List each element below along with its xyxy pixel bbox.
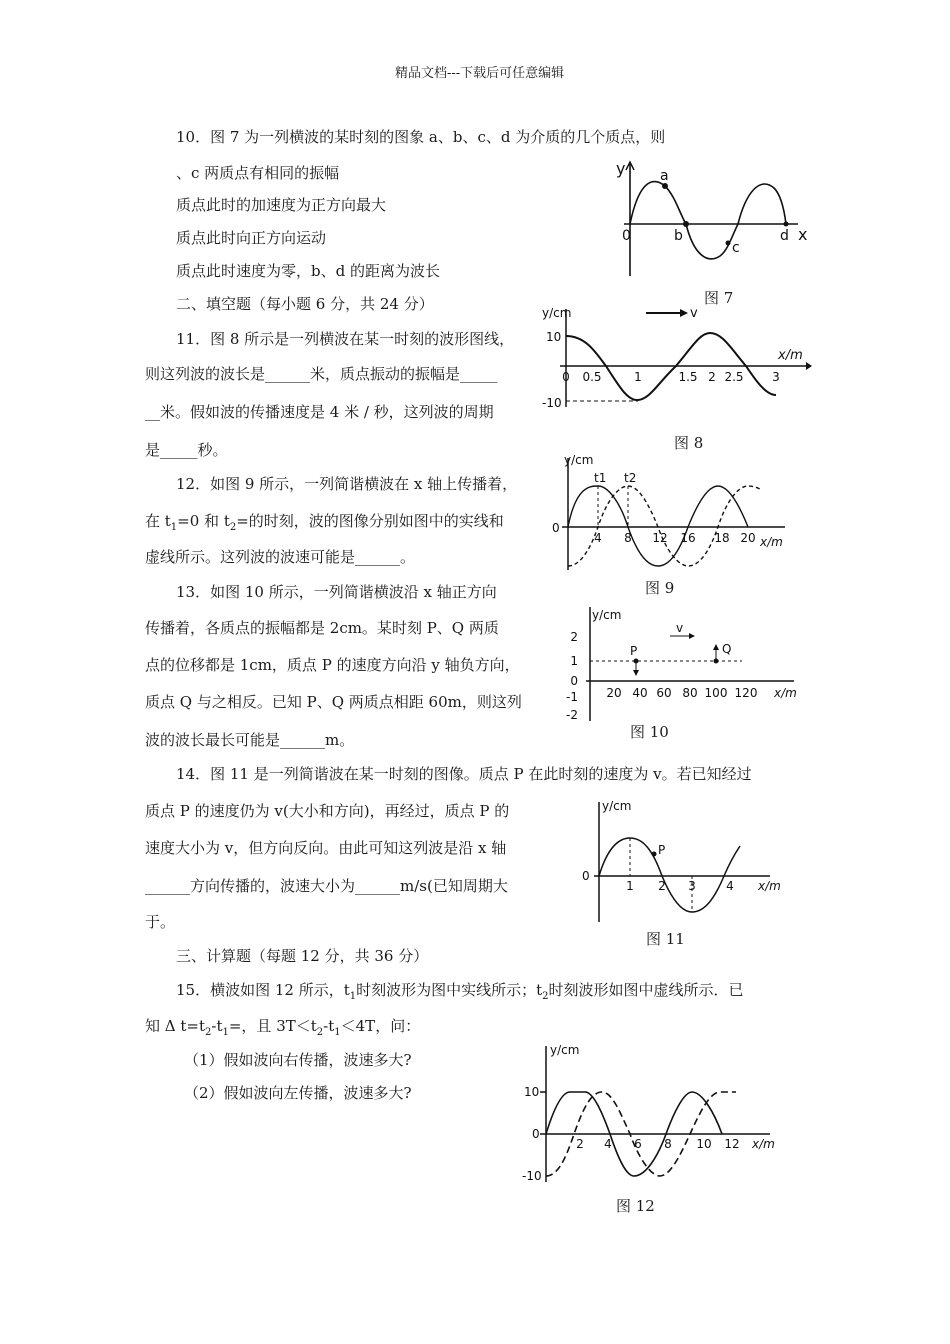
fig9-tick-0: 4 [594, 531, 602, 545]
figure-7 [610, 156, 820, 281]
fig9-tick-4: 18 [714, 531, 730, 545]
fig11-tick-2: 3 [688, 879, 696, 893]
fig8-v-arrowhead [680, 309, 688, 317]
fig8-x-arrow [806, 362, 812, 370]
fig12-y-label: y/cm [550, 1043, 580, 1057]
fig10-ytick-4: -2 [566, 708, 578, 722]
fig7-origin: 0 [622, 228, 631, 244]
fig12-tick-1: 4 [604, 1137, 612, 1151]
fig10-ytick-1: 1 [570, 654, 578, 668]
q11-line1: 11．图 8 所示是一列横波在某一时刻的波形图线， [176, 330, 515, 348]
fig12-tick-5: 12 [724, 1137, 740, 1151]
q10-stem: 10．图 7 为一列横波的某时刻的图象 a、b、c、d 为介质的几个质点，则 [176, 128, 666, 146]
fig8-tick-4: 2 [708, 370, 716, 384]
fig9-y-label: y/cm [564, 453, 594, 467]
q15-question-2: （2）假如波向左传播，波速多大? [184, 1084, 412, 1102]
fig7-label-b: b [674, 228, 683, 244]
fig11-tick-3: 4 [726, 879, 734, 893]
fig7-wave [630, 182, 786, 259]
fig10-q-arrowhead [713, 644, 719, 650]
q11-line3: __米。假如波的传播速度是 4 米 / 秒，这列波的周期 [145, 403, 494, 421]
fig11-caption: 图 11 [646, 930, 685, 948]
q13-line2: 传播着，各质点的振幅都是 2cm。某时刻 P、Q 两质 [145, 619, 499, 637]
fig12-tick-0: 2 [576, 1137, 584, 1151]
fig10-xtick-5: 120 [734, 686, 758, 700]
figure-10 [562, 603, 802, 723]
q14-line3: 速度大小为 v，但方向反向。由此可知这列波是沿 x 轴 [145, 839, 507, 857]
q14-line5: 于。 [145, 913, 176, 931]
fig11-x-label: x/m [758, 879, 781, 893]
fig7-caption: 图 7 [704, 289, 734, 307]
figure-9 [550, 452, 795, 572]
q10-option-b: 质点此时的加速度为正方向最大 [176, 196, 387, 214]
fig7-point-b [683, 221, 689, 227]
fig8-y-label: y/cm [542, 306, 572, 320]
fig12-y-tick-n10: -10 [522, 1169, 542, 1183]
fig9-caption: 图 9 [645, 579, 675, 597]
fig8-y-tick-10: 10 [546, 330, 562, 344]
q13-line3: 点的位移都是 1cm，质点 P 的速度方向沿 y 轴负方向， [145, 656, 520, 674]
fig12-tick-2: 6 [634, 1137, 642, 1151]
fig10-xtick-1: 40 [632, 686, 648, 700]
fig10-q-label: Q [722, 642, 732, 656]
fig8-y-tick-n10: -10 [542, 396, 562, 410]
fig11-y-label: y/cm [602, 799, 632, 813]
q11-line4: 是_____秒。 [145, 441, 228, 459]
q15-line2: 知 Δ $t=t_2-t_1=$，且 $3T<t_2-t_1<4T$，问： [145, 1017, 421, 1038]
fig8-tick-1: 0.5 [582, 370, 602, 384]
fig12-tick-3: 8 [664, 1137, 672, 1151]
fig11-tick-0: 1 [626, 879, 634, 893]
q14-line2: 质点 P 的速度仍为 v(大小和方向)，再经过，质点 P 的 [145, 802, 510, 820]
fig12-tick-labels [576, 1137, 739, 1151]
fig8-tick-3: 1.5 [678, 370, 698, 384]
q14-line1: 14．图 11 是一列简谐波在某一时刻的图像。质点 P 在此时刻的速度为 v。若已知经过 [176, 765, 752, 783]
q12-line1: 12．如图 9 所示，一列简谐横波在 x 轴上传播着， [176, 475, 518, 493]
fig7-point-d [784, 222, 789, 227]
fig8-tick-5: 2.5 [724, 370, 744, 384]
fig9-t1-label: t1 [594, 471, 607, 485]
fig11-p-label: P [658, 843, 666, 857]
q10-option-c: 质点此时向正方向运动 [176, 229, 327, 247]
fig8-caption: 图 8 [674, 434, 704, 452]
fig9-tick-5: 20 [740, 531, 756, 545]
q12-line2: 在 $t_1=0$ 和 $t_2=$的时刻，波的图像分别如图中的实线和 [145, 512, 504, 533]
fig9-tick-labels [594, 531, 755, 545]
fig10-ytick-2: 0 [570, 674, 578, 688]
fig9-tick-1: 8 [624, 531, 632, 545]
q13-line4: 质点 Q 与之相反。已知 P、Q 两质点相距 60m，则这列 [145, 693, 522, 711]
fig10-x-tick-labels [606, 686, 757, 700]
fig11-wave [599, 838, 740, 912]
fig8-x-label: x/m [778, 348, 803, 363]
q10-option-d: 质点此时速度为零，b、d 的距离为波长 [176, 262, 440, 280]
fig12-origin: 0 [532, 1127, 540, 1141]
fig9-tick-3: 16 [680, 531, 696, 545]
fig10-p-arrowhead [633, 670, 639, 676]
q13-line5: 波的波长最长可能是______m。 [145, 731, 355, 749]
fig10-xtick-4: 100 [704, 686, 728, 700]
fig8-v-label: v [690, 306, 698, 321]
fig10-p-label: P [630, 644, 638, 658]
q15-question-1: （1）假如波向右传播，波速多大? [184, 1051, 412, 1069]
fig10-ytick-0: 2 [570, 630, 578, 644]
fig12-y-tick-10: 10 [524, 1085, 540, 1099]
fig10-y-tick-labels [566, 630, 578, 722]
fig9-t2-label: t2 [624, 471, 637, 485]
fig10-xtick-2: 60 [656, 686, 672, 700]
fig10-ytick-3: -1 [566, 690, 578, 704]
fig8-tick-2: 1 [634, 370, 642, 384]
q12-line3: 虚线所示。这列波的波速可能是______。 [145, 548, 416, 566]
fig8-tick-6: 3 [772, 370, 780, 384]
fig7-label-a: a [660, 168, 669, 184]
q11-line2: 则这列波的波长是______米，质点振动的振幅是_____ [145, 365, 498, 383]
fig9-origin: 0 [552, 521, 560, 535]
fig7-point-c [726, 241, 731, 246]
fig10-caption: 图 10 [630, 723, 669, 741]
fig9-x-label: x/m [760, 535, 783, 549]
section-calculation: 三、计算题（每题 12 分，共 36 分） [176, 947, 429, 965]
figure-12 [520, 1042, 778, 1187]
fig11-tick-1: 2 [658, 879, 666, 893]
fig10-y-label: y/cm [592, 608, 622, 622]
fig10-x-label: x/m [774, 686, 797, 700]
section-fill-in: 二、填空题（每小题 6 分，共 24 分） [176, 295, 434, 313]
fig12-tick-4: 10 [696, 1137, 712, 1151]
fig11-origin: 0 [582, 869, 590, 883]
q13-line1: 13．如图 10 所示，一列简谐横波沿 x 轴正方向 [176, 583, 497, 601]
fig10-xtick-3: 80 [682, 686, 698, 700]
fig8-tick-0: 0 [562, 370, 570, 384]
fig7-x-label: x [798, 225, 808, 244]
fig10-v-arrowhead [689, 633, 695, 639]
q14-line4: ______方向传播的，波速大小为______m/s(已知周期大 [145, 877, 508, 895]
fig7-y-label: y [616, 159, 626, 178]
fig11-point-p [652, 852, 657, 857]
figure-8 [540, 303, 812, 413]
fig9-tick-2: 12 [652, 531, 668, 545]
q10-option-a: 、c 两质点有相同的振幅 [176, 164, 340, 182]
fig7-label-d: d [780, 228, 789, 244]
fig10-xtick-0: 20 [606, 686, 622, 700]
fig7-label-c: c [732, 240, 740, 256]
fig10-v-label: v [676, 621, 684, 635]
figure-11 [580, 796, 790, 924]
fig12-x-label: x/m [752, 1137, 775, 1151]
fig12-caption: 图 12 [616, 1197, 655, 1215]
page-header: 精品文档---下载后可任意编辑 [395, 66, 565, 81]
q15-line1: 15．横波如图 12 所示，$t_1$时刻波形为图中实线所示；$t_2$时刻波形如图中虚线所示．已 [176, 981, 744, 1002]
